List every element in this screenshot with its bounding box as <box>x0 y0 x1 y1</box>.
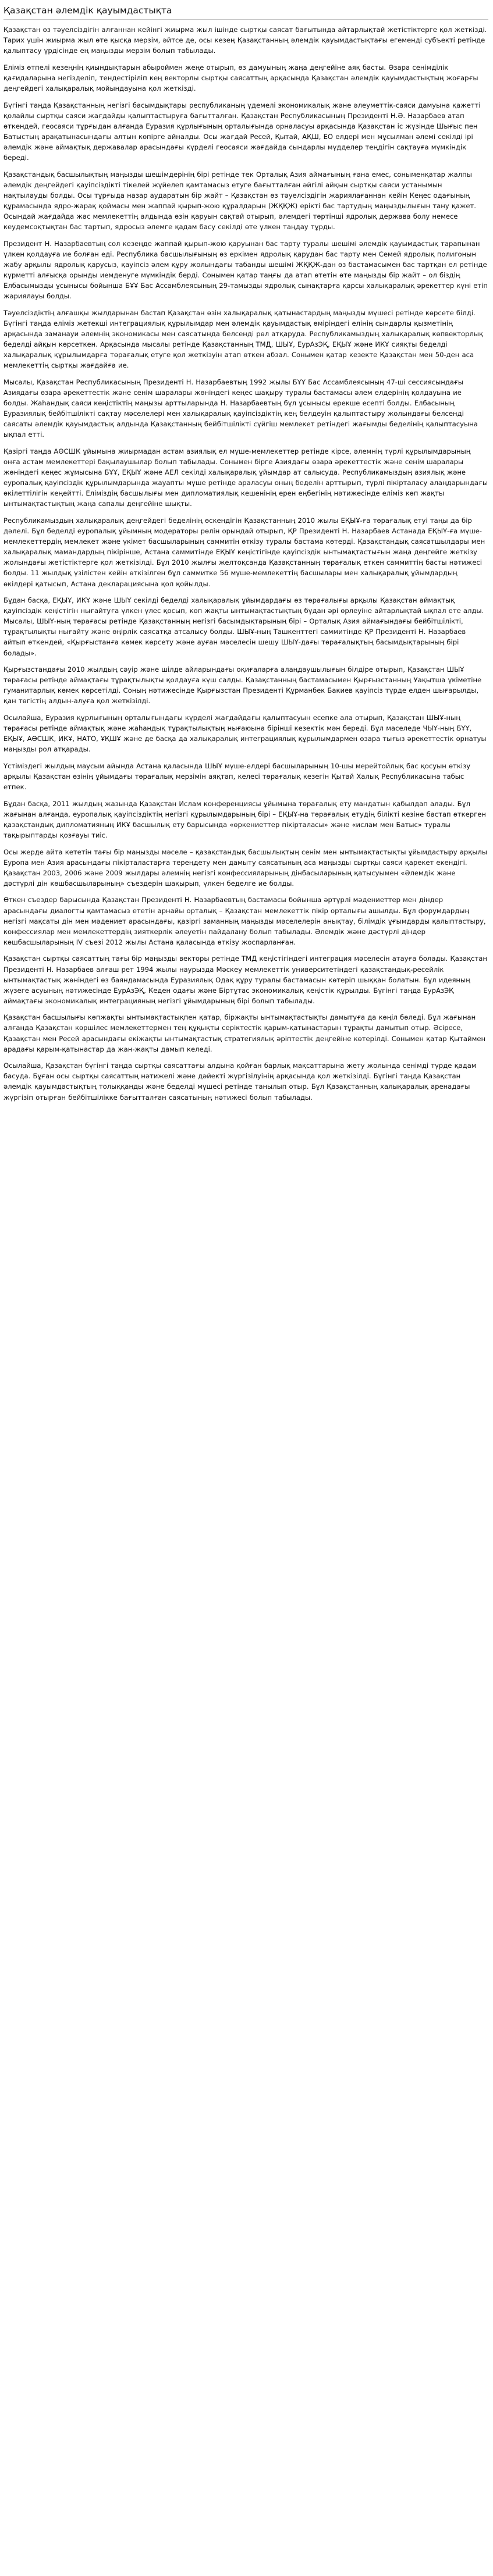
paragraph-1: Қазақстан өз тәуелсіздігін алғаннан кейінгі жиырма жыл ішінде сыртқы саясат бағытында айтарлықтай жетістіктерге қол жеткізді. Тарих үшін жиырма жыл өте қысқа мерзім, әйтсе де, осы кезең Қазақстанның әлемдік қауымдастықтағы егемендi субъектi ретінде қалыптасу үрдiсiнде ең маңызды мерзiм болып табылады. <box>3 26 487 55</box>
paragraph-19: Осылайша, Қазақстан бүгінгі таңда сыртқы саясаттағы алдына қойған барлық мақсаттарына жету жолында сенімді түрде қадам басуда. Бұған осы сыртқы саясаттың нәтижелі және дәйекті жүргізілуінің арқасында қол жеткізілді. Бүгінгі таңда Қазақстан әлемдік қауымдастықтың толыққанды және беделді мүшесі ретінде танылып отыр. Бұл Қазақстанның халықаралық аренадағы жүргізіп отырған бейбітшілікке бағытталған саясатының нәтижесі болып табылады. <box>3 1061 477 1102</box>
paragraph-8: Қазіргі таңда АӨСШК ұйымына жиырмадан астам азиялық ел мүше-мемлекеттер ретінде кірсе, әлемнің түрлі құрылымдарының онға астам мемлекеттері бақылаушылар болып табылады. Сонымен бірге Азиядағы өзара әрекеттестік және сенім шаралары жөніндегі кеңес жұмысына БҰҰ, ЕҚЫҰ және АЕЛ секілді халықаралық ұйымдар ат салысуда. Республикамыздың азиялық және еуропалық қауіпсіздік құрылымдарында жауапты мүше ретінде араласуы оның беделін арттырып, түрлі пікірталасу алаңдарындағы өкілеттілігін кеңейтті. Еліміздің басшылығы мен дипломатиялық кешенінің ерен еңбегінің нәтижесінде еліміз көп жақты ынтымақтастықтың жаңа сапалы деңгейіне шықты. <box>3 447 488 508</box>
paragraph-2: Еліміз өтпелі кезеңнің қиындықтарын абыроймен жеңе отырып, өз дамуының жаңа деңгейіне аяқ басты. Өзара сенімділік қағидаларына негізделіп, тендестіріліп кең векторлы сыртқы саясаттың арқасында Қазақстан әлемдік қауымдастықтың жоғарғы деңгейдегі халықаралық мойындауына қол жеткізді. <box>3 63 478 92</box>
article-title: Қазақстан әлемдік қауымдастықта <box>3 4 488 20</box>
paragraph-5: Президент Н. Назарбаевтың сол кезеңде жаппай қырып-жою қаруынан бас тарту туралы шешімі әлемдік қауымдастық тарапынан үлкен қолдауға ие болған еді. Республика басшылығының өз еркімен ядролық қарудан бас тарту мен Семей ядролық полигонын жабу арқылы ядролық қарусыз, қауіпсіз әлем құру жолындағы табанды шешімі ЖҚҚЖ-дан өз бастамасымен бас тартқан ел ретінде күрметті алғысқа орынды иемденуге мүмкіндік берді. Сонымен қатар таңғы да атап өтетін өте маңызды бір жайт – ол біздің Елбасымызды ұсынысы бойынша БҰҰ Бас Ассамблеясының 29-тамызды ядролық сынақтарға қарсы халықаралық әрекеттер күні етіп жариялауы болды. <box>3 239 488 301</box>
paragraph-7: Мысалы, Қазақстан Республикасының Президенті Н. Назарбаевтың 1992 жылы БҰҰ Бас Ассамблеясының 47-ші сессиясындағы Азиядағы өзара әрекеттестік және сенім шаралары жөніндегі кеңес шақыру туралы бастамасы әлем елдерінің қолдауына ие болды. Жаһандық саяси кеңістіктің маңызы арттыларында Н. Назарбаевтың бүл ұсынысы ерекше есепті болды. Елбасының Еуразиялық бейбітшілікті сақтау мәселелері мен халықаралық қауіпсіздіктің кең белдеуін қалыптастыру жолындағы белсенді саясаты әлемдік қауымдастық алдында Қазақстанның бейбітшілікті сүйгіш мемлекет ретіндегі жағымды беделінің қалыптасуына ықпал етті. <box>3 377 478 439</box>
paragraph-3: Бүгінгі таңда Қазақстанның негізгі басымдықтары республиканың үдемелі экономикалық және әлеуметтік-саяси дамуына қажетті қолайлы сыртқы саяси жағдайды қалыптастыруға бағытталған. Қазақстан Республикасының Президенті Н.Ә. Назарбаев атап өткендей, геосаяси тұрғыдан алғанда Еуразия құрлығының орталығында орналасуы арқасында Қазақстан іс жүзінде Шығыс пен Батыстың арақатынасындағы алтын көпірге айналды. Осы жағдай Ресей, Қытай, АҚШ, ЕО елдері мен мұсылман әлемі секілді ірі әлемдік және аймақтық державалар арасындағы күрделі геосаяси жағдайда сындарлы мүдделер теңдігін сақтауға мүмкіндік береді. <box>3 101 481 162</box>
paragraph-14: Бұдан басқа, 2011 жылдың жазында Қазақстан Ислам конференциясы ұйымына төрағалық ету мандатын қабылдап алады. Бұл жағынан алғанда, еуропалық қауіпсіздіктің негізгі құрылымдарының бірі – ЕҚЫҰ-на төрағалық етудің білікті кезіне бастап өткерген қазақстандық дипломатияның ИКҰ басшылық ету барысында «өркениеттер пікірталасы» және «ислам мен Батыс» туралы тақырыптарды қозғауы тиіс. <box>3 799 486 839</box>
paragraph-12: Осылайша, Еуразия құрлығының орталығындағы күрделі жағдайдағы қалыптасуын есепке ала отырып, Қазақстан ШЫҰ-ның төрағасы ретінде аймақтық және жаһандық тұрақтылықтың нығаюына бірінші кезектік мән береді. Бұл маселеде ЧЫҰ-ның БҰҰ, ЕҚЫҰ, АӨСШК, ИКҰ, НАТО, ҰҚШҰ және де басқа да халықаралық интеграциялық құрылымдармен өзара тығыз әрекеттестік орнатуы маңызды рол атқарады. <box>3 714 487 754</box>
paragraph-16: Өткен съездер барысында Қазақстан Президенті Н. Назарбаевтың бастамасы бойынша әртүрлі мәдениеттер мен діндер арасындағы диалогты қамтамасыз ететін арнайы орталық – Қазақстан мемлекеттік пікір орталығы ашылды. Бұл форумдардың негізгі мақсаты дін мен мәдениет арасындағы, қазіргі заманның маңызды мәселелерін анықтау, білімдік ұғымдарды қалыптастыру, конфессиялар мен мемлекеттердің зияткерлік әлеуетін пайдалану болып табылады. Әлемдік және дәстүрлі діндер көшбасшыларының IV съезі 2012 жылы Астана қаласында өткізу жоспарланған. <box>3 896 486 946</box>
paragraph-13: Үстіміздегі жылдың маусым айында Астана қаласында ШЫҰ мүше-елдері басшыларының 10-шы мерейтойлық бас қосуын өткізу арқылы Қазақстан өзінің ұйымдағы төрағалық мерзімін аяқтап, келесі төрағалық кезегін Қытай Халық Республикасына табыс етпек. <box>3 761 471 792</box>
article-body <box>3 24 488 1103</box>
paragraph-15: Осы жерде айта кететін тағы бір маңызды мәселе – қазақстандық басшылықтың сенім мен ынтымақтастықты ұйымдастыру арқылы Еуропа мен Азия арасындағы пікірталастарға тереңдету мен дамыту саясатының аса маңызды сыртқы саяси қарекет екендігі. Қазақстан 2003, 2006 және 2009 жылдары әлемнің негізгі конфессияларының дінбасыларының қатысуымен «Әлемдік және дәстүрлі дін көшбасшыларының» съездерін шақырып, үлкен беделге ие болды. <box>3 847 487 888</box>
paragraph-11: Қырғызстандағы 2010 жылдың сәуір және шілде айларындағы оқиғаларға алаңдаушылығын білдіре отырып, Қазақстан ШЫҰ төрағасы ретінде аймақтағы тұрақтылықты қолдауға күш салды. Қазақстанның бастамасымен Қырғызстанның Уақытша үкіметіне гуманитарлық көмек көрсетілді. Соның нәтижесінде Қырғызстан Президенті Құрманбек Бакиев қауіпсіз түрде елден шығарылды, қан төгістің алдын-алуға қол жеткізілді. <box>3 665 482 706</box>
paragraph-18: Қазақстан басшылығы көпжақты ынтымақтастықпен қатар, біржақты ынтымақтастықты дамытуға да көңіл бөледі. Бұл жағынан алғанда Қазақстан көршілес мемлекеттермен тең құқықты серіктестік қарым-қатынастарын тұрақты дамытып отыр. Әсіресе, Қазақстан мен Ресей арасындағы екіжақты ынтымақтастық стратегиялық әріптестік деңгейіне көтерілді. Сонымен қатар Қытаймен арадағы қарым-қатынастар да жан-жақты дамып келеді. <box>3 1013 486 1053</box>
paragraph-4: Қазақстандық басшылықтың маңызды шешімдерінің бірі ретінде тек Орталық Азия аймағының ғана емес, соныменқатар жалпы әлемдік деңгейдегі қауіпсіздікті тікелей жүйелеп қамтамасыз етуге бағытталған әйгілі айқын сыртқы саяси устанымын нақтылауды болды. Осы тұрғыда назар аударатын бір жайт – Қазақстан өз тәуелсіздігін жариялағаннан кейін Кеңес одағының құрамасында ядро-жарақ қоймасы мен жаппай қырып-жою құралдарын (ЖҚҚЖ) ерікті бас тартудың маңыздылығын тану қажет. Осындай жағдайда жас мемлекеттің алдында өзін қаруын сақтай отырып, әлемдегі төртінші ядролық держава болу немесе кеудемсоқтықтан бас тартып, ядросыз әлемге қадам басу секілді өте үлкен таңдау тұрды. <box>3 170 476 231</box>
paragraph-9: Республикамыздың халықаралық деңгейдегі беделінің өскендігін Қазақстанның 2010 жылы ЕҚЫҰ-ға төрағалық етуі таңы да бір дәлелі. Бұл беделді еуропалық ұйымның модераторы рөлін орындай отырып, ҚР Президенті Н. Назарбаев Астанада ЕҚЫҰ-ға мүше-мемлекеттердің мемлекет және үкімет басшыларының саммитін өткізу туралы бастама көтерді. Қазақстандық саясатшылдары мен халықаралық мамандардың пікірінше, Астана саммитінде ЕҚЫҰ кеңістігінде қауіпсіздік ынтымақтастығын жаңа деңгейге жеткізу жолындағы жетістіктерге қол жеткізілді. Бұл 2010 жылғы желтоқсанда Қазақстанның төрағалық еткен саммиттің басты нәтижесі болды. 11 жылдық үзілістен кейін өткізілген бұл саммитке 56 мүше-мемлекеттің басшылары мен халықаралық ұйымдардың өкілдері қатысып, Астана декларациясына қол қойылды. <box>3 516 485 588</box>
paragraph-17: Қазақстан сыртқы саясаттың тағы бір маңызды векторы ретінде ТМД кеңістігіндегі интеграция мәселесін атауға болады. Қазақстан Президенті Н. Назарбаев алғаш рет 1994 жылы наурызда Мәскеу мемлекеттік университетіндегі қазақстандық-ресейлік ынтымақтастық жөніндегі өз баяндамасында Еуразиялық Одақ құру туралы бастамасын көтеріп шыққан болатын. Бұл идеяның жүзеге асуының нәтижесінде ЕурАзЭҚ, Кеден одағы және Біртұтас экономикалық кеңістік құрылды. Бүгінгі таңда ЕурАзЭҚ аймақтағы экономикалық интеграцияның негізгі ұйымдарының бірі болып табылады. <box>3 954 487 1005</box>
paragraph-6: Тәуелсіздіктің алғашқы жылдарынан бастап Қазақстан өзін халықаралық қатынастардың маңызды мүшесі ретінде көрсете білді. Бүгінгі таңда еліміз жетекші интеграциялық құрылымдар мен әлемдік қауымдастық өміріндегі елінің сындарлы қызметінің арқасында заманауи әлемнің экономикасы мен саясатында белсенді рөл атқаруда. Республикамыздың халықаралық көпвекторлық беделді айқын көрсеткен. Арқасында мысалы ретінде Қазақстанның ТМД, ШЫҰ, ЕурАзЭҚ, ЕҚЫҰ және ИКҰ сияқты беделді халықаралық құрылымдарға төрағалық етуге қол жеткізуін атап өткен абзал. Сонымен қатар кезекте Қазақстан мен 50-ден аса мемлекеттің сыртқы жағдайға ие. <box>3 308 483 370</box>
paragraph-10: Бұдан басқа, ЕҚЫҰ, ИКҰ және ШЫҰ секілді беделді халықаралық ұйымдардағы өз төрағалығы арқылы Қазақстан аймақтық қауіпсіздік кеңістігін нығайтуға үлкен үлес қосып, көп жақты ынтымақтастықтың бүдан әрі өрлеуіне айтарлықтай ықпал ете алды. Мысалы, ШЫҰ-ның төрағасы ретінде Қазақстанның негізгі басымдықтарының бірі – Орталық Азия аймағындағы бейбітшілікті, тұрақтылықты нығайту және өңірлік саясатқа атсалысу болды. ШЫҰ-ның Ташкенттегі саммитінде ҚР Президенті Н. Назарбаев айтып өткендей, «Қырғыстанға көмек көрсету және ауған мәселесін шешу ШЫҰ-дағы төрағалықтың басымдықтарының бірі болады». <box>3 596 484 657</box>
